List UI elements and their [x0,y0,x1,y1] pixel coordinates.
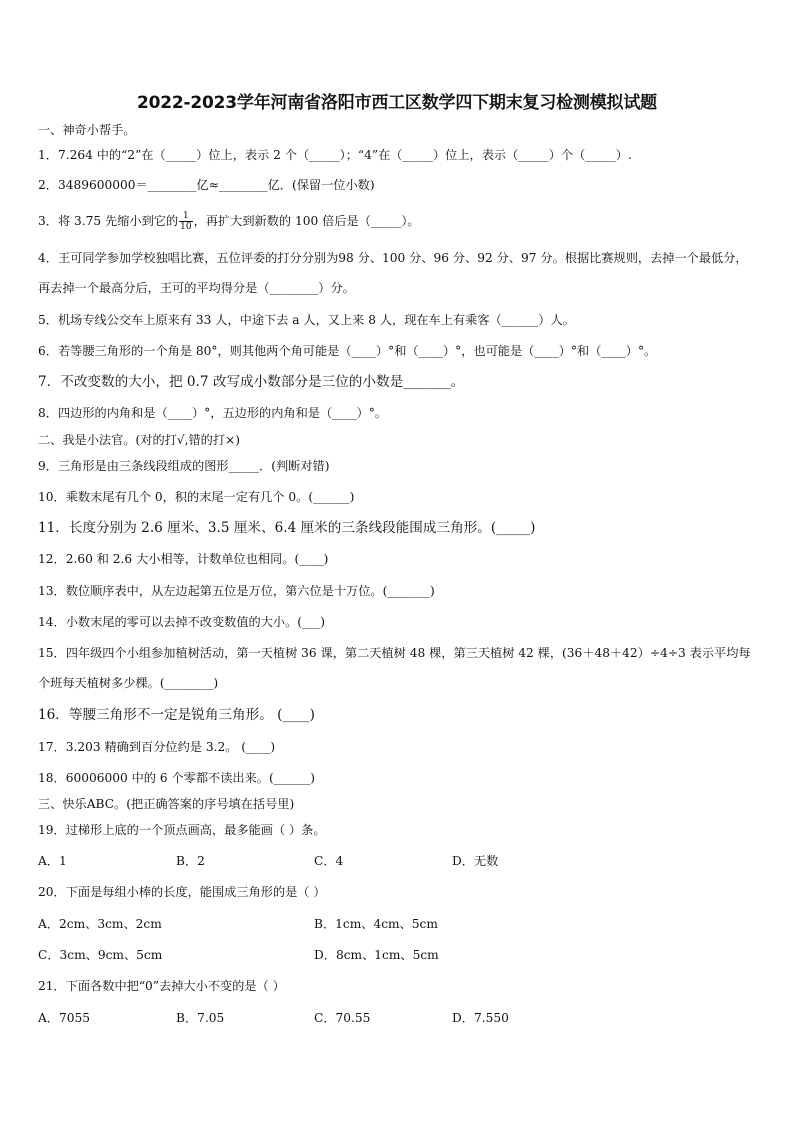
question-3-text-after: ，再扩大到新数的 100 倍后是（_____）。 [193,214,420,228]
q21-option-c: C．70.55 [314,1011,371,1025]
question-11: 11．长度分别为 2.6 厘米、3.5 厘米、6.4 厘米的三条线段能围成三角形。(_____) [38,520,536,536]
q19-option-a: A．1 [38,854,67,868]
fraction-one-tenth [179,211,192,232]
section-3-heading: 三、快乐ABC。(把正确答案的序号填在括号里) [38,797,295,811]
question-16: 16．等腰三角形不一定是锐角三角形。 (____) [38,707,315,723]
q20-option-a: A．2cm、3cm、2cm [38,917,162,931]
question-10: 10．乘数末尾有几个 0，积的末尾一定有几个 0。(______) [38,490,355,504]
question-12: 12．2.60 和 2.6 大小相等，计数单位也相同。(____) [38,552,329,566]
question-17: 17．3.203 精确到百分位约是 3.2。 (____) [38,740,276,754]
question-5: 5．机场专线公交车上原来有 33 人，中途下去 a 人，又上来 8 人，现在车上有乘客（______）人。 [38,313,575,327]
question-18: 18．60006000 中的 6 个零都不读出来。(______) [38,771,316,785]
page-title: 2022-2023学年河南省洛阳市西工区数学四下期末复习检测模拟试题 [137,93,657,113]
q21-option-a: A．7055 [38,1011,91,1025]
fraction-numerator: 1 [179,211,192,222]
question-19: 19．过梯形上底的一个顶点画高，最多能画（ ）条。 [38,823,326,837]
question-8: 8．四边形的内角和是（____）°，五边形的内角和是（____）°。 [38,406,388,420]
question-20: 20．下面是每组小棒的长度，能围成三角形的是（ ） [38,885,326,899]
section-1-heading: 一、神奇小帮手。 [38,123,136,137]
question-15: 15．四年级四个小组参加植树活动，第一天植树 36 课，第二天植树 48 棵，第三天植树 42 棵，(36＋48＋42）÷4÷3 表示平均每个班每天植树多少棵。(________) [38,646,751,690]
question-7: 7．不改变数的大小，把 0.7 改写成小数部分是三位的小数是_______。 [38,374,465,390]
question-13: 13．数位顺序表中，从左边起第五位是万位，第六位是十万位。(_______) [38,584,435,598]
q20-option-d: D．8cm、1cm、5cm [314,948,439,962]
question-21: 21．下面各数中把“0”去掉大小不变的是（ ） [38,979,285,993]
question-1: 1．7.264 中的“2”在（_____）位上，表示 2 个（_____）；“4”在（_____）位上，表示（_____）个（_____）. [38,148,632,162]
q19-option-c: C．4 [314,854,344,868]
q19-option-d: D．无数 [452,854,499,868]
question-4: 4．王可同学参加学校独唱比赛，五位评委的打分分别为98 分、100 分、96 分、92 分、97 分。根据比赛规则，去掉一个最低分，再去掉一个最高分后，王可的平均得分是（________）分。 [38,251,748,295]
question-2: 2．3489600000＝________亿≈________亿．(保留一位小数) [38,178,375,192]
section-2-heading: 二、我是小法官。(对的打√,错的打×) [38,433,240,447]
question-3 [38,211,420,232]
question-14: 14．小数末尾的零可以去掉不改变数值的大小。(___) [38,615,326,629]
q19-option-b: B．2 [176,854,205,868]
q21-option-d: D．7.550 [452,1011,509,1025]
fraction-denominator: 10 [180,222,192,232]
q20-option-c: C．3cm、9cm、5cm [38,948,163,962]
question-3-text-before: 3．将 3.75 先缩小到它的 [38,214,179,228]
q21-option-b: B．7.05 [176,1011,225,1025]
question-9: 9．三角形是由三条线段组成的图形_____．(判断对错) [38,459,330,473]
q20-option-b: B．1cm、4cm、5cm [314,917,438,931]
question-6: 6．若等腰三角形的一个角是 80°，则其他两个角可能是（____）°和（____）°，也可能是（____）°和（____）°。 [38,344,657,358]
